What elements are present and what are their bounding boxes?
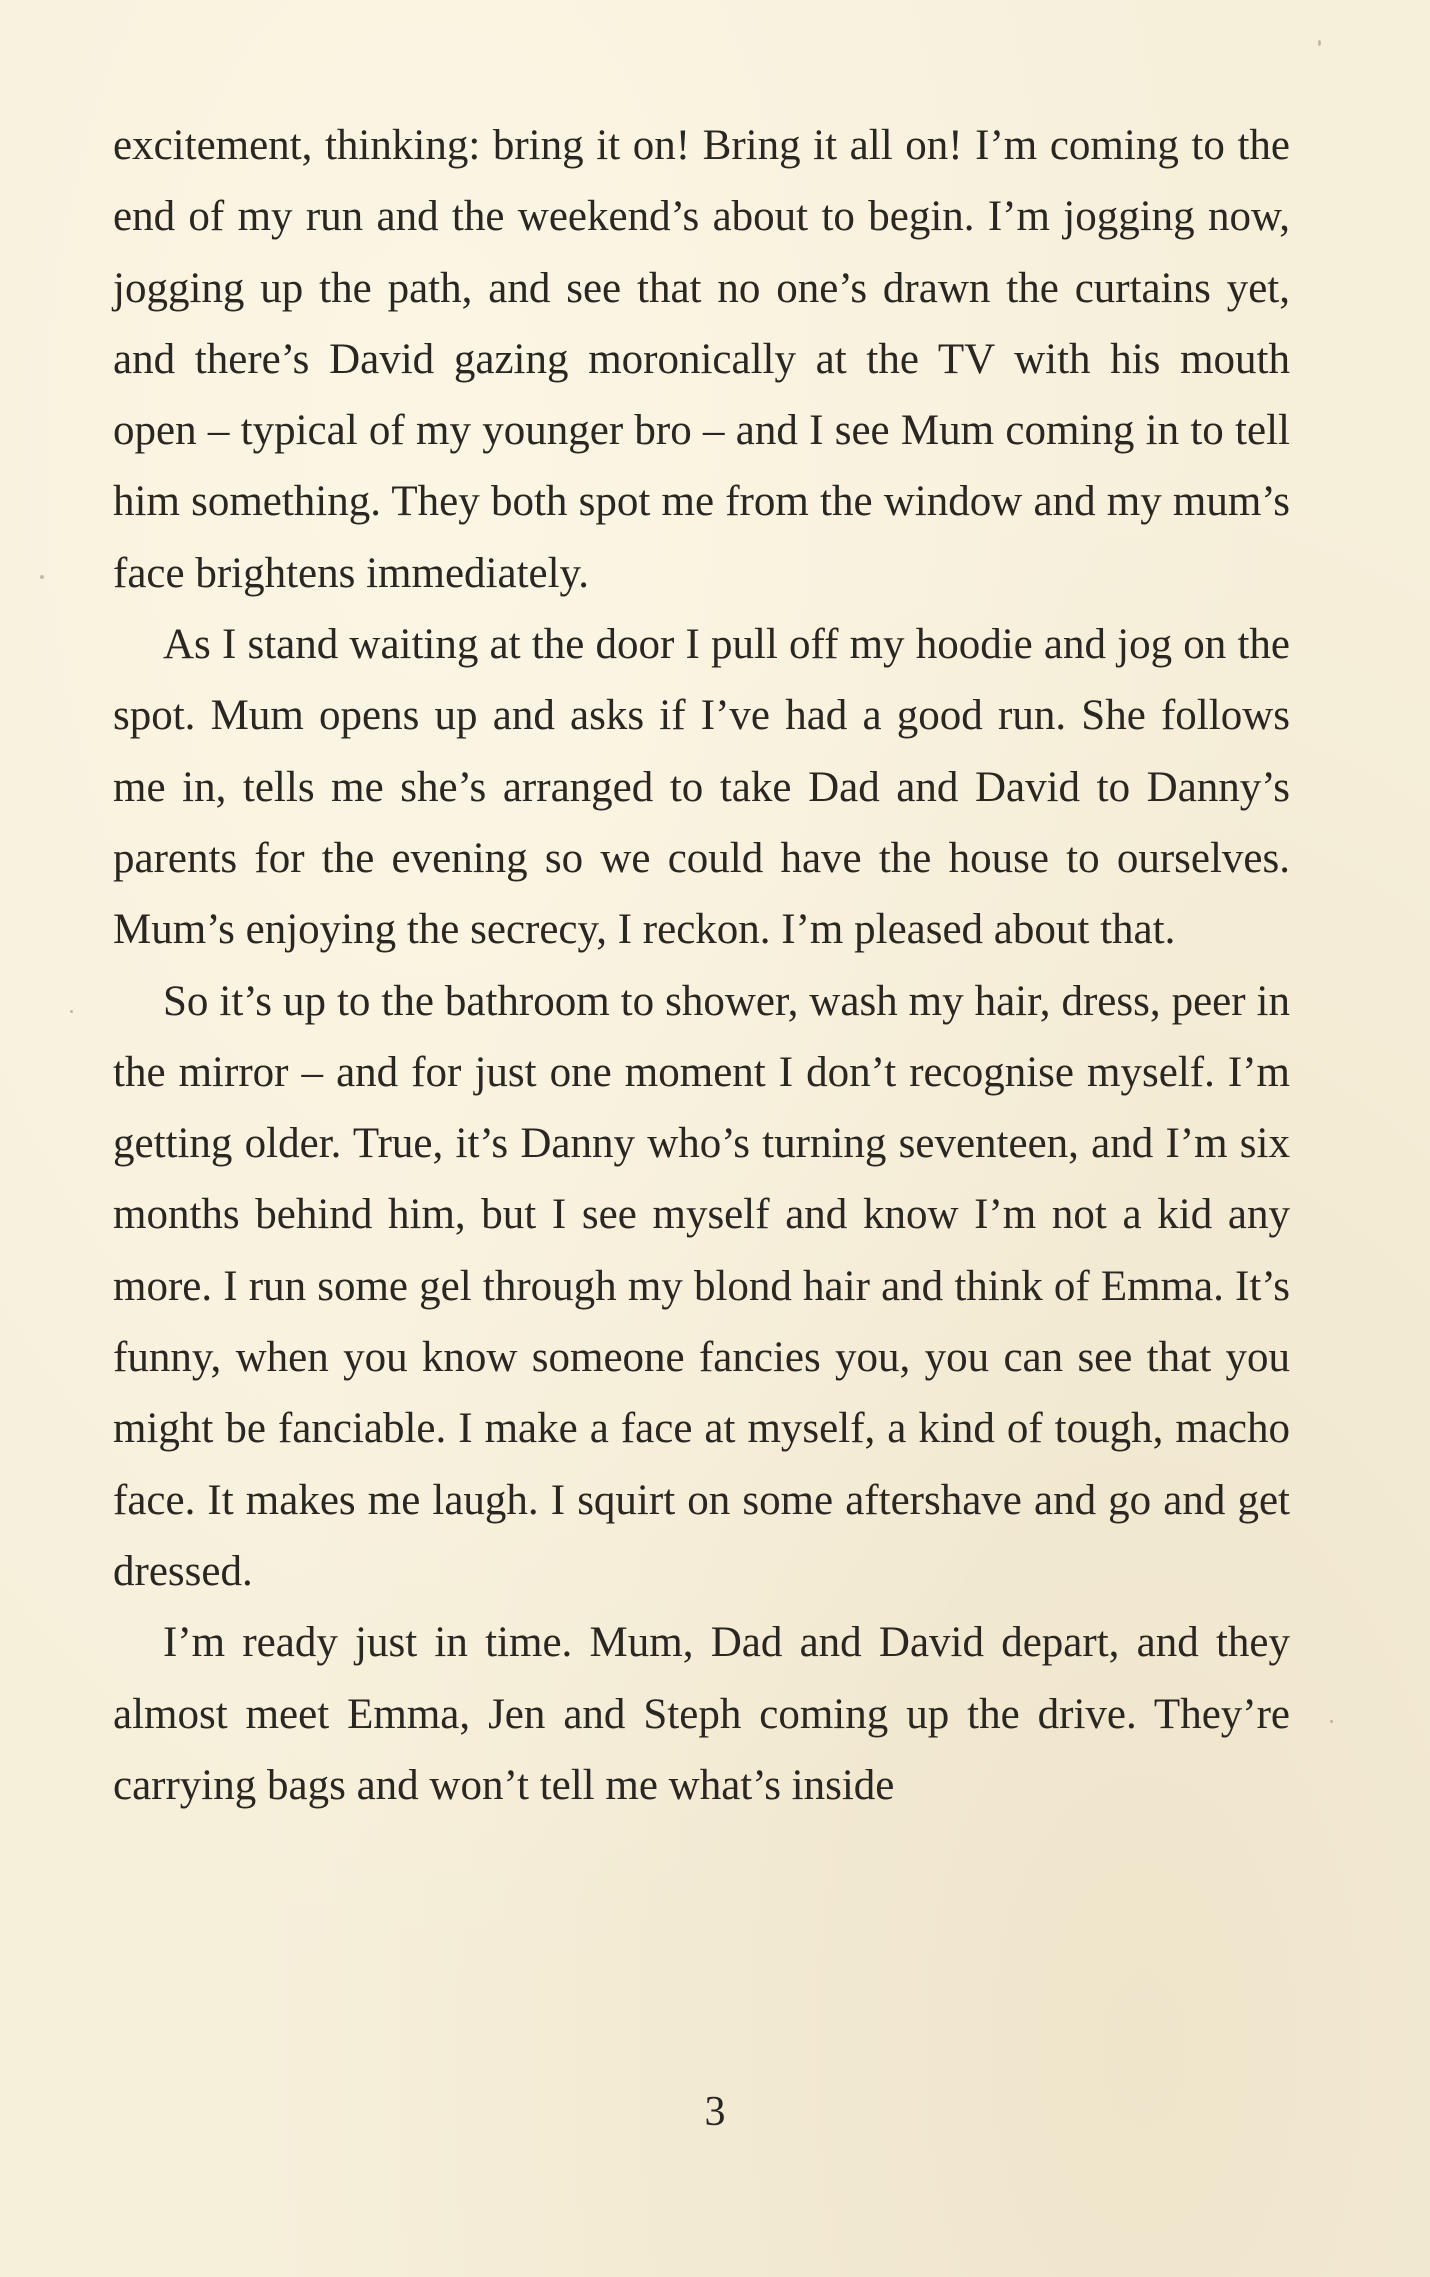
paragraph-1: excitement, thinking: bring it on! Bring it all on! I’m coming to the end of my run and the weekend’s about to begin. I’m jogging now, jogging up the path, and see that no one’s drawn the curtains yet, and there’s David gazing moronically at the TV with his mouth open – typical of my younger bro – and I see Mum coming in to tell him something. They both spot me from the window and my mum’s face brightens immediately.	[113, 122, 1290, 597]
body-text	[113, 110, 1290, 1821]
paper-speck	[1330, 1720, 1333, 1723]
paragraph-2: As I stand waiting at the door I pull off my hoodie and jog on the spot. Mum opens up and asks if I’ve had a good run. She follows me in, tells me she’s arranged to take Dad and David to Danny’s parents for the evening so we could have the house to ourselves. Mum’s enjoying the secrecy, I reckon. I’m pleased about that.	[113, 621, 1290, 954]
paper-speck	[1318, 40, 1321, 46]
paper-speck	[70, 1010, 73, 1013]
page-number: 3	[704, 2089, 726, 2135]
paragraph-3: So it’s up to the bathroom to shower, wash my hair, dress, peer in the mirror – and for just one moment I don’t recognise myself. I’m getting older. True, it’s Danny who’s turning seventeen, and I’m six months behind him, but I see myself and know I’m not a kid any more. I run some gel through my blond hair and think of Emma. It’s funny, when you know someone fancies you, you can see that you might be fanciable. I make a face at myself, a kind of tough, macho face. It makes me laugh. I squirt on some aftershave and go and get dressed.	[113, 977, 1290, 1595]
paragraph-4: I’m ready just in time. Mum, Dad and David depart, and they almost meet Emma, Jen and Steph coming up the drive. They’re carrying bags and won’t tell me what’s inside	[113, 1619, 1290, 1809]
paper-speck	[40, 575, 44, 579]
